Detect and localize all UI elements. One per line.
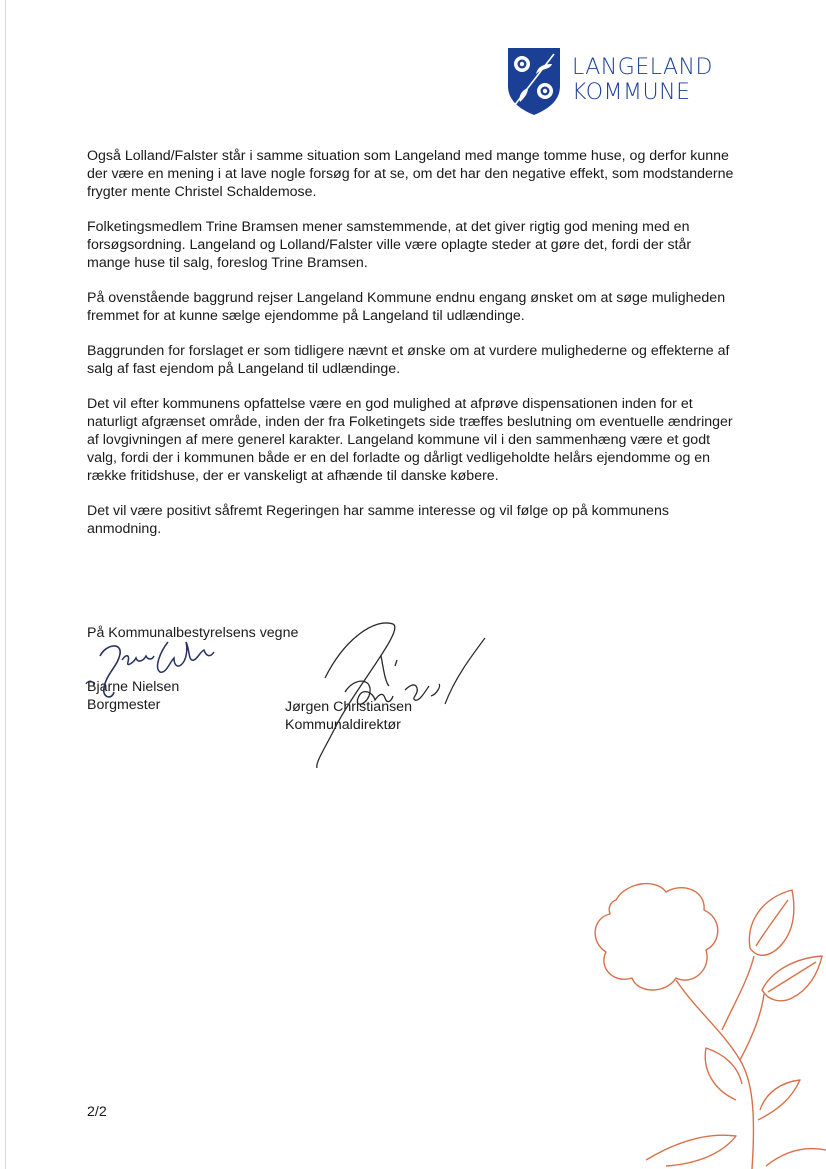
logo-text [572, 55, 713, 105]
page-number: 2/2 [87, 1104, 107, 1120]
paragraph: Det vil være positivt såfremt Regeringen har samme interesse og vil følge op på kommunens anmodning. [87, 503, 669, 537]
mayor-signature [80, 620, 250, 720]
municipality-logo [506, 46, 713, 116]
paragraph: Også Lolland/Falster står i samme situation som Langeland med mange tomme huse, og derfor kunne der være en mening i at lave nogle forsøg for at se, om det har den negative effekt, som modstanderne frygter mente Christel Schaldemose. [87, 148, 734, 200]
director-name: Jørgen Christiansen [285, 699, 412, 715]
director-signature [295, 618, 495, 768]
mayor-name: Bjarne Nielsen [87, 679, 180, 695]
paragraph: På ovenstående baggrund rejser Langeland Kommune endnu engang ønsket om at søge muligheden fremmet for at kunne sælge ejendomme på Langeland til udlændinge. [87, 290, 726, 324]
on-behalf-line: På Kommunalbestyrelsens vegne [87, 625, 299, 641]
crest-icon [506, 46, 562, 116]
rose-flower-icon [526, 870, 826, 1169]
logo-line-2: KOMMUNE [572, 80, 691, 105]
paragraph: Det vil efter kommunens opfattelse være en god mulighed at afprøve dispensationen inden for et naturligt afgrænset område, inden der fra Folketingets side træffes beslutning om eventuelle ændringer af lovgivningen af mere generel karakter. Langeland kommune vil i den sammenhæng være et godt valg, fordi der i kommunen både er en del forladte og dårligt vedligeholdte helårs ejendomme og en række fritidshuse, der er vanskeligt at afhænde til danske købere. [87, 396, 733, 484]
letter-body [87, 147, 737, 555]
logo-line-1: LANGELAND [572, 55, 713, 80]
paragraph: Folketingsmedlem Trine Bramsen mener samstemmende, at det giver rigtig god mening med en forsøgsordning. Langeland og Lolland/Falster ville være oplagte steder at gøre det, fordi der står mange huse til salg, foreslog Trine Bramsen. [87, 219, 692, 271]
mayor-title: Borgmester [87, 697, 161, 713]
director-title: Kommunaldirektør [285, 717, 401, 733]
paragraph: Baggrunden for forslaget er som tidligere nævnt et ønske om at vurdere mulighederne og effekterne af salg af fast ejendom på Langeland til udlændinge. [87, 343, 730, 377]
scan-edge-line [5, 0, 6, 1169]
